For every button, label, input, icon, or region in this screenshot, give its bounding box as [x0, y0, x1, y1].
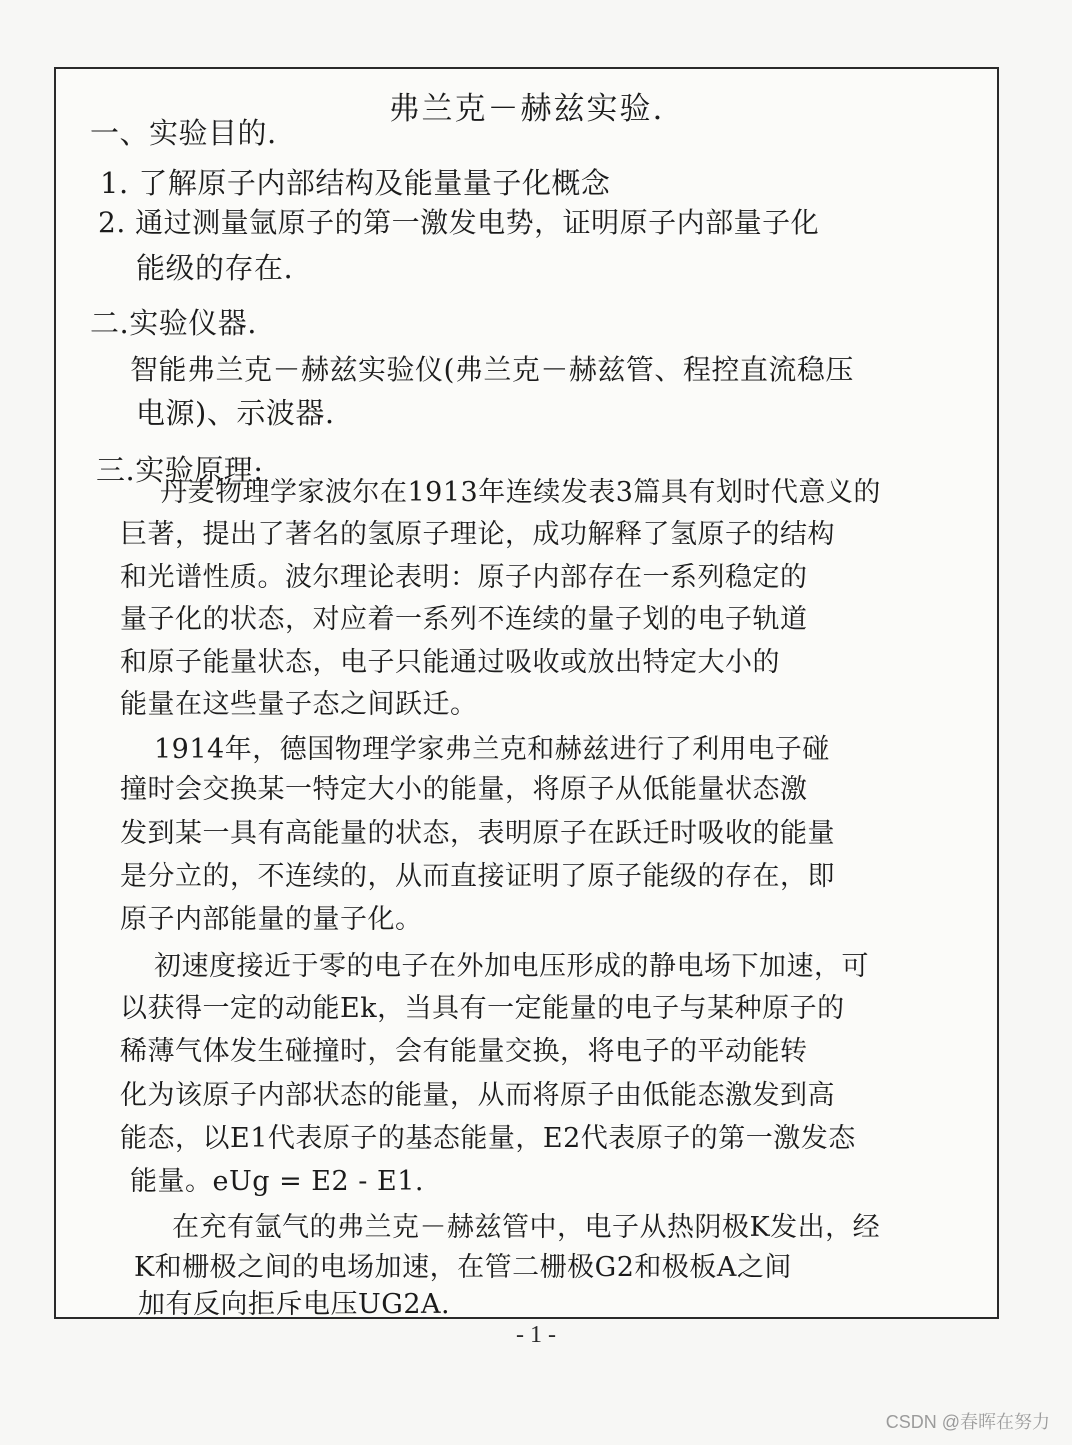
principle-paragraph-2-line: 1914年，德国物理学家弗兰克和赫兹进行了利用电子碰	[154, 734, 830, 765]
principle-paragraph-2-line: 发到某一具有高能量的状态，表明原子在跃迁时吸收的能量	[120, 818, 835, 849]
purpose-item-1: 1. 了解原子内部结构及能量量子化概念	[100, 166, 611, 200]
principle-paragraph-1-line: 巨著，提出了著名的氢原子理论，成功解释了氢原子的结构	[120, 519, 835, 550]
principle-paragraph-1-line: 和原子能量状态，电子只能通过吸收或放出特定大小的	[120, 647, 780, 678]
purpose-item-2-line-2: 能级的存在.	[136, 251, 294, 285]
principle-paragraph-2-line: 原子内部能量的量子化。	[120, 904, 423, 935]
principle-paragraph-4-line: K和栅极之间的电场加速，在管二栅极G2和极板A之间	[134, 1252, 792, 1283]
principle-paragraph-3-line: 稀薄气体发生碰撞时，会有能量交换，将电子的平动能转	[120, 1036, 808, 1067]
section-heading-principle: 三.实验原理:	[96, 453, 264, 487]
instruments-line-1: 智能弗兰克－赫兹实验仪(弗兰克－赫兹管、程控直流稳压	[130, 353, 854, 386]
principle-paragraph-1-line: 量子化的状态，对应着一系列不连续的量子划的电子轨道	[120, 604, 808, 635]
principle-paragraph-1-line: 能量在这些量子态之间跃迁。	[120, 689, 478, 720]
page-number: - 1 -	[516, 1322, 556, 1348]
principle-paragraph-3-line: 化为该原子内部状态的能量，从而将原子由低能态激发到高	[120, 1080, 835, 1111]
principle-paragraph-1-line: 和光谱性质。波尔理论表明：原子内部存在一系列稳定的	[120, 562, 808, 593]
section-heading-instruments: 二.实验仪器.	[90, 306, 257, 340]
principle-paragraph-3-line: 能态，以E1代表原子的基态能量，E2代表原子的第一激发态	[120, 1123, 856, 1154]
principle-paragraph-2-line: 是分立的，不连续的，从而直接证明了原子能级的存在，即	[120, 861, 835, 892]
purpose-item-2-line-1: 2. 通过测量氩原子的第一激发电势，证明原子内部量子化	[98, 206, 820, 239]
principle-paragraph-3-line: 初速度接近于零的电子在外加电压形成的静电场下加速，可	[154, 951, 869, 982]
principle-paragraph-2-line: 撞时会交换某一特定大小的能量，将原子从低能量状态激	[120, 774, 808, 805]
section-heading-purpose: 一、实验目的.	[90, 116, 277, 150]
principle-paragraph-1-line: 丹麦物理学家波尔在1913年连续发表3篇具有划时代意义的	[160, 477, 881, 508]
watermark: CSDN @春晖在努力	[885, 1412, 1050, 1432]
principle-paragraph-3-line: 以获得一定的动能Ek，当具有一定能量的电子与某种原子的	[120, 993, 845, 1024]
instruments-line-2: 电源)、示波器.	[136, 396, 335, 430]
page-title: 弗兰克－赫兹实验.	[388, 91, 665, 127]
principle-paragraph-4-line: 在充有氩气的弗兰克－赫兹管中，电子从热阴极K发出，经	[172, 1212, 881, 1243]
principle-paragraph-3-line: 能量。eUg = E2 - E1.	[130, 1166, 424, 1197]
principle-paragraph-4-line: 加有反向拒斥电压UG2A.	[138, 1289, 451, 1320]
